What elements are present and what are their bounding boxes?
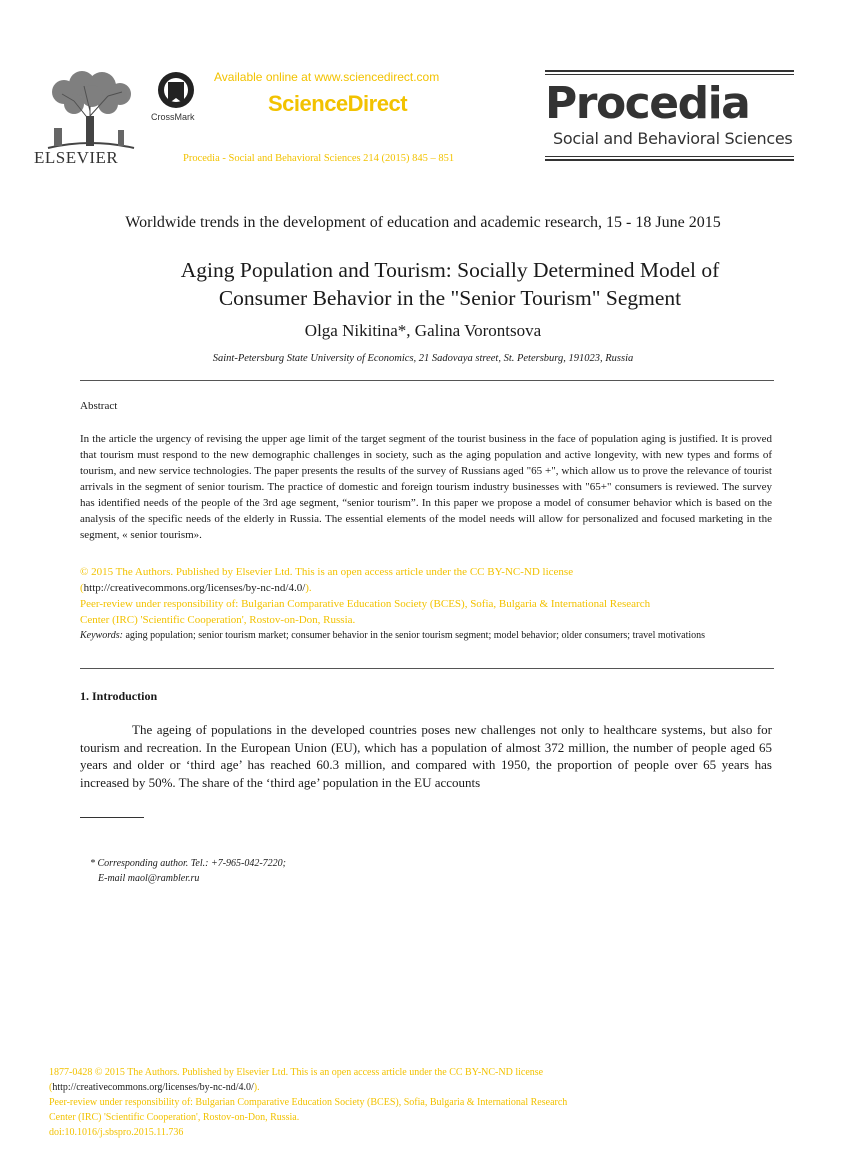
- license-paren: (: [80, 582, 84, 594]
- corresponding-author-footnote: [90, 856, 286, 886]
- section-divider: [80, 380, 774, 381]
- license-paren: (: [49, 1082, 53, 1093]
- peer-review-line: Center (IRC) 'Scientific Cooperation', Rostov-on-Don, Russia.: [80, 614, 356, 626]
- sciencedirect-logo: ScienceDirect: [268, 91, 408, 116]
- bottom-license-link[interactable]: http://creativecommons.org/licenses/by-nc-nd/4.0/: [52, 1082, 254, 1093]
- doi-line[interactable]: doi:10.1016/j.sbspro.2015.11.736: [49, 1127, 184, 1138]
- footnote-email: E-mail maol@rambler.ru: [98, 873, 200, 884]
- paper-authors: Olga Nikitina*, Galina Vorontsova: [304, 321, 542, 340]
- sciencedirect-availability[interactable]: Available online at www.sciencedirect.com: [214, 70, 440, 84]
- conference-line: Worldwide trends in the development of education and academic research, 15 - 18 June 2015: [125, 214, 721, 231]
- bottom-copyright-line: 1877-0428 © 2015 The Authors. Published by Elsevier Ltd. This is an open access article under the CC BY-NC-ND license: [49, 1067, 544, 1078]
- bottom-peer-review-line: Center (IRC) 'Scientific Cooperation', Rostov-on-Don, Russia.: [49, 1112, 300, 1123]
- crossmark-label: CrossMark: [151, 112, 195, 122]
- procedia-logo-subtitle: Social and Behavioral Sciences: [553, 129, 793, 148]
- bottom-peer-review-line: Peer-review under responsibility of: Bulgarian Comparative Education Society (BCES), Sofia, Bulgaria & International Research: [49, 1097, 568, 1108]
- abstract-license: [80, 564, 772, 628]
- license-link[interactable]: http://creativecommons.org/licenses/by-nc-nd/4.0/: [83, 582, 306, 594]
- journal-reference: Procedia - Social and Behavioral Sciences 214 (2015) 845 – 851: [183, 153, 455, 164]
- footnote-rule: [80, 817, 144, 818]
- peer-review-line: Peer-review under responsibility of: Bulgarian Comparative Education Society (BCES), Sofia, Bulgaria & International Research: [80, 598, 651, 610]
- procedia-rule: [545, 159, 794, 161]
- procedia-rule: [545, 74, 794, 75]
- footnote-line: * Corresponding author. Tel.: +7-965-042-7220;: [90, 858, 287, 869]
- abstract-body: In the article the urgency of revising the upper age limit of the target segment of the tourist business in the face of population aging is justified. It is proved that tourism must respond to the new demographic challenges in society, such as the aging population and active longevity, with new types and forms of tourism, and new service technologies. The paper presents the results of the survey of Russians aged "65 +", which allow us to prove the relevance of tourist arrivals in the segment of senior tourism. The practice of domestic and foreign tourism industry businesses with "65+" consumers is reviewed. The survey has identified needs of the people of the 3rd age segment, “senior tourism”. In this paper we propose a model of consumer behavior which is based on the analysis of the specific needs of the elderly in Russia. The essential elements of the model needs will allow for personalized and focused marketing in the segment, « senior tourism».: [80, 433, 772, 541]
- procedia-rule: [545, 70, 794, 72]
- license-link-line: [80, 580, 772, 596]
- introduction-heading: 1. Introduction: [80, 689, 158, 703]
- license-paren: ).: [253, 1082, 260, 1093]
- procedia-logo-title: Procedia: [545, 78, 750, 129]
- abstract-heading: Abstract: [80, 400, 118, 412]
- elsevier-wordmark: ELSEVIER: [34, 148, 119, 167]
- bottom-license-block: [49, 1065, 769, 1140]
- keywords: [80, 628, 770, 643]
- paper-affiliation: Saint-Petersburg State University of Economics, 21 Sadovaya street, St. Petersburg, 191023, Russia: [212, 353, 634, 364]
- procedia-rule: [545, 156, 794, 157]
- bottom-license-link-line: [49, 1080, 769, 1095]
- keywords-list: aging population; senior tourism market; consumer behavior in the senior tourism segment; model behavior; older consumers; travel motivations: [125, 630, 706, 641]
- keywords-label: Keywords:: [80, 630, 123, 641]
- paper-title-line: Aging Population and Tourism: Socially Determined Model of: [180, 258, 720, 282]
- introduction-body: The ageing of populations in the developed countries poses new challenges not only to healthcare systems, but also for tourism and recreation. In the European Union (EU), which has a population of almost 372 million, the number of people aged 65 years and older or ‘third age’ has reached 60.3 million, and compared with 1950, the proportion of people over 65 years has increased by 50%. The share of the ‘third age’ population in the EU accounts: [80, 722, 772, 790]
- license-paren: ).: [305, 582, 312, 594]
- paper-title-line: Consumer Behavior in the "Senior Tourism" Segment: [218, 286, 682, 310]
- copyright-line: © 2015 The Authors. Published by Elsevier Ltd. This is an open access article under the CC BY-NC-ND license: [80, 566, 574, 578]
- section-divider: [80, 668, 774, 669]
- paper-title: [0, 256, 846, 312]
